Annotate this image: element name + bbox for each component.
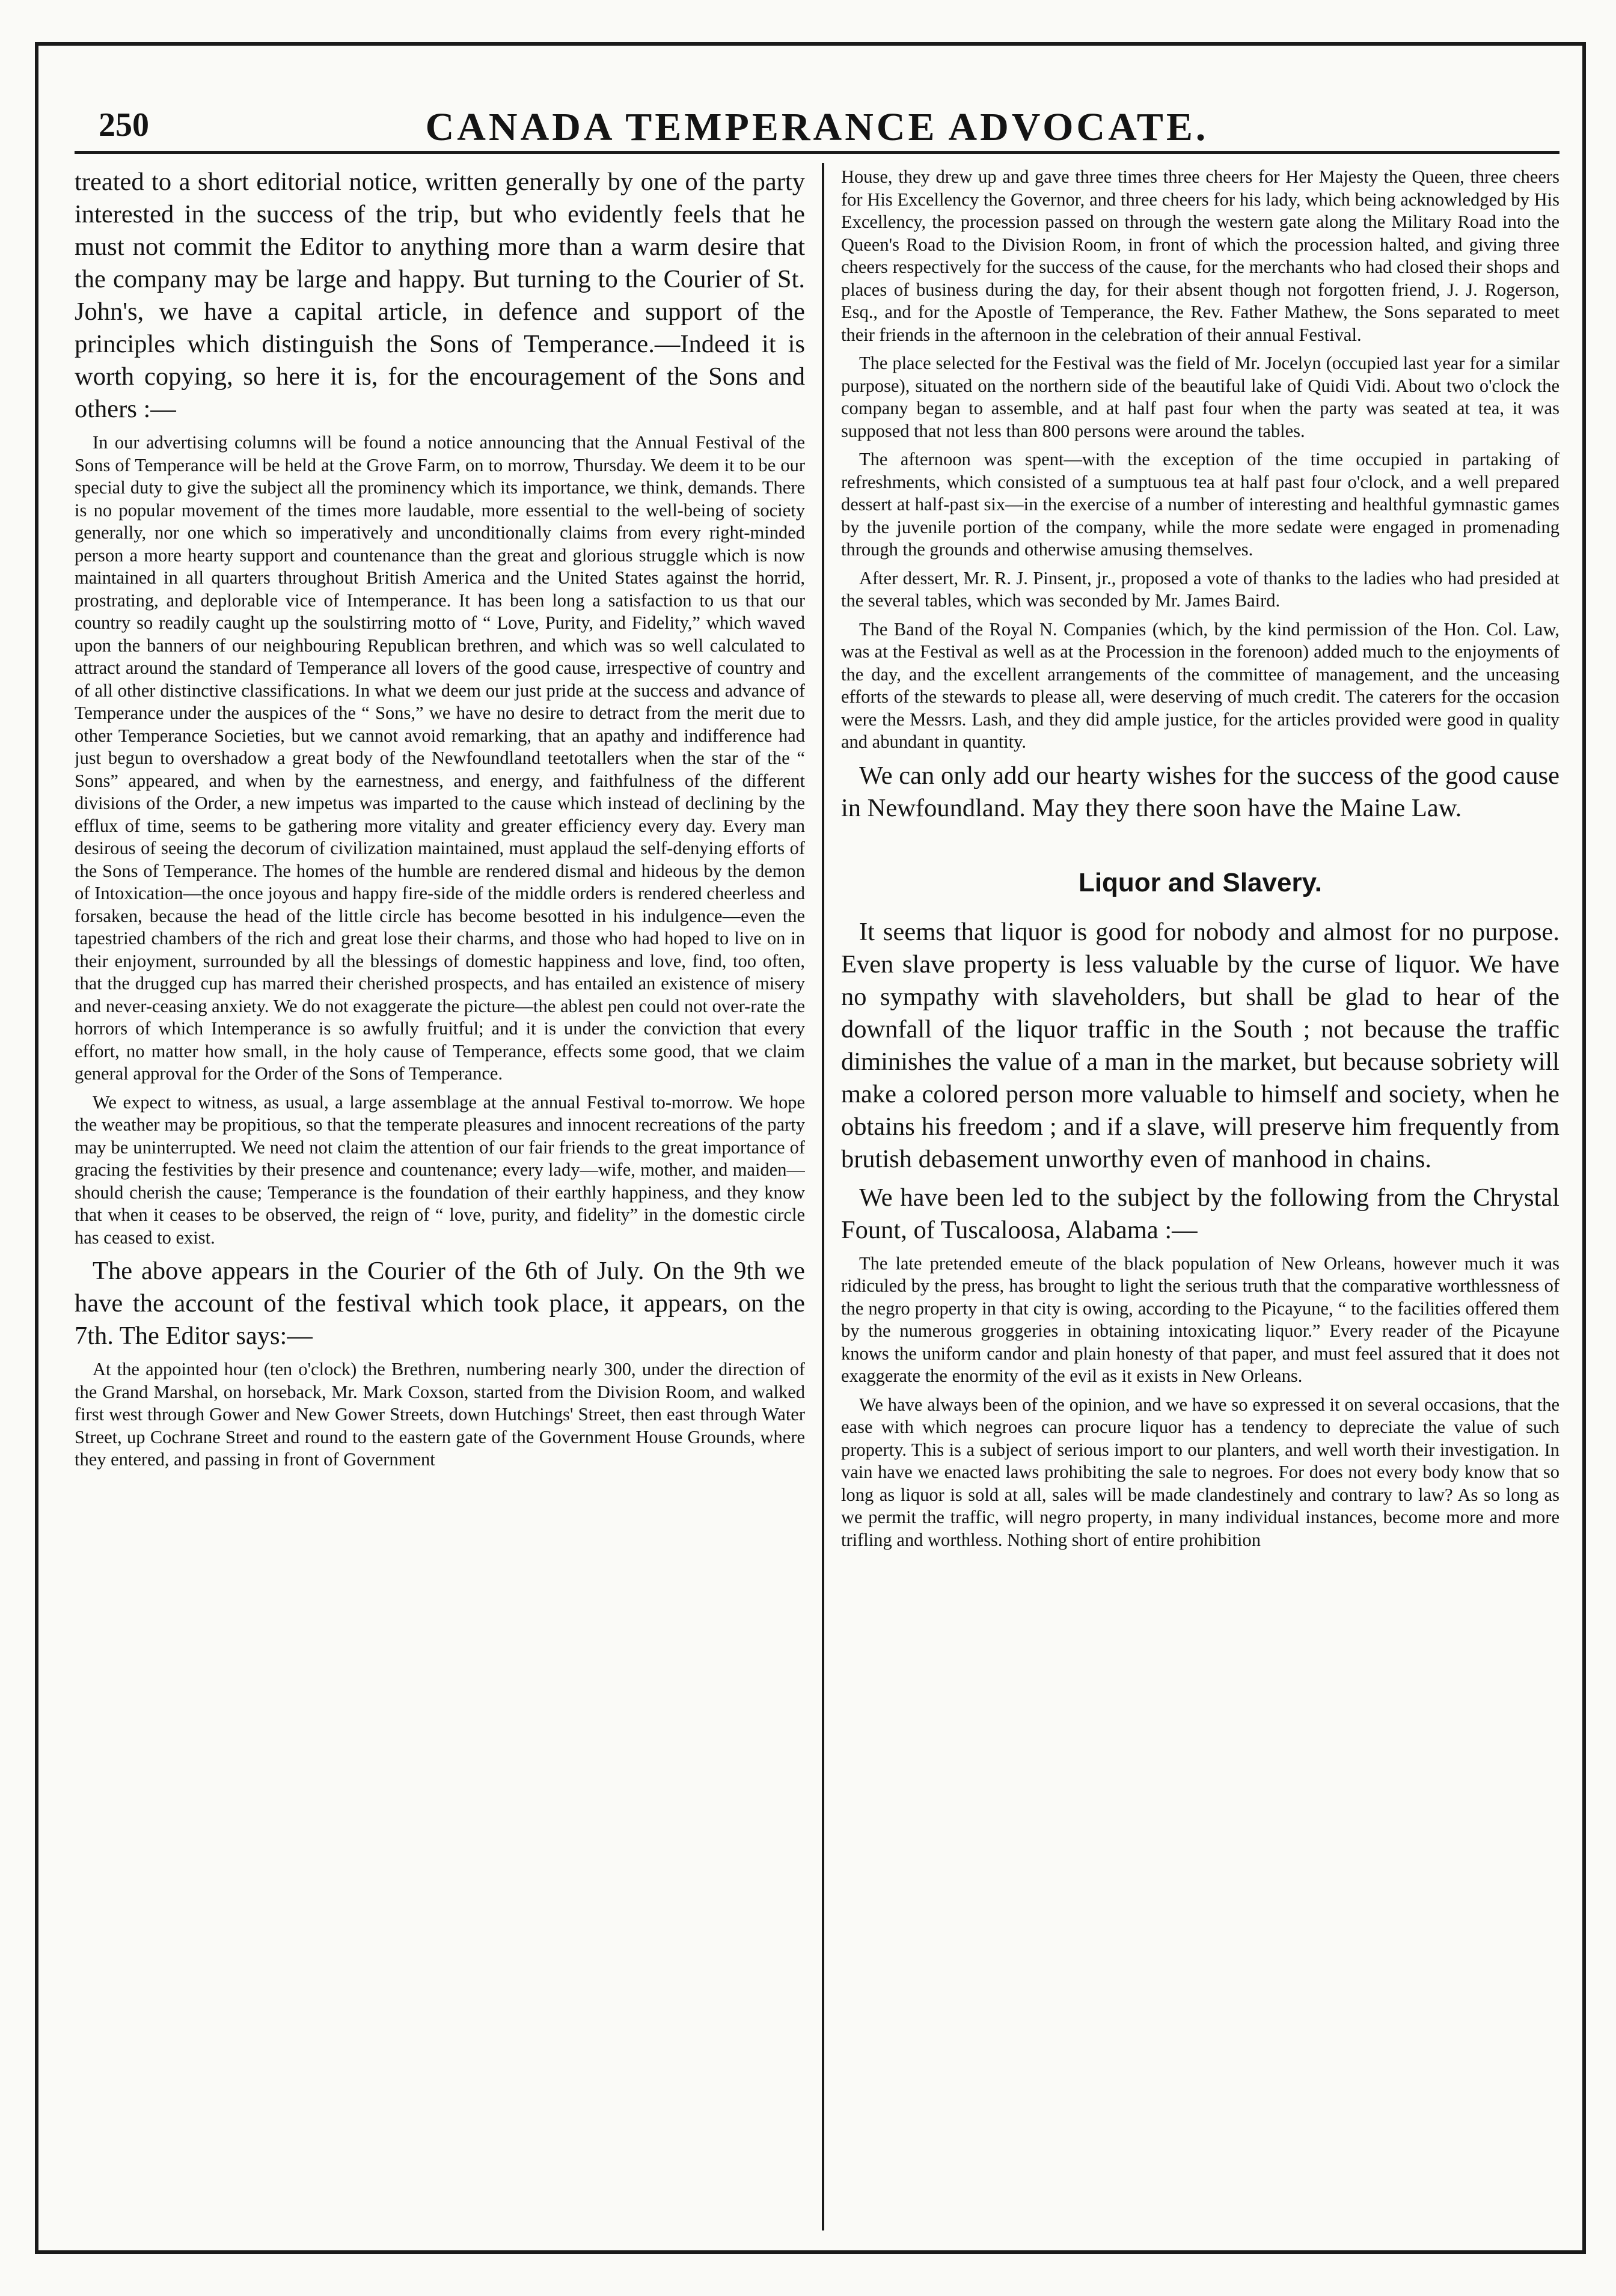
quoted-paragraph: The place selected for the Festival was the field of Mr. Jocelyn (occupied last year for a similar purpose), situated on the northern side of the beautiful lake of Quidi Vidi. About two o'clock the company began to assemble, and at half past four when the party was seated at tea, it was supposed that not less than 800 persons were around the tables. <box>841 353 1559 441</box>
column-divider <box>822 163 824 2230</box>
quoted-paragraph: House, they drew up and gave three times three cheers for Her Majesty the Queen, three cheers for His Excellency the Governor, and three cheers for his lady, which being acknowledged by His Excellency, the procession passed on through the western gate along the Military Road into the Queen's Road to the Division Room, in front of which the procession halted, and giving three cheers respectively for the success of the cause, for the merchants who had closed their shops and places of business during the day, for their absent though not forgotten friend, J. J. Rogerson, Esq., and for the Apostle of Temperance, the Rev. Father Mathew, the Sons separated to meet their friends in the afternoon in the celebration of their annual Festival. <box>841 166 1559 345</box>
right-column <box>841 166 1559 2227</box>
quoted-paragraph: After dessert, Mr. R. J. Pinsent, jr., proposed a vote of thanks to the ladies who had presided at the several tables, which was seconded by Mr. James Baird. <box>841 567 1559 611</box>
quoted-paragraph: We have always been of the opinion, and we have so expressed it on several occasions, that the ease with which negroes can procure liquor has a tendency to depreciate the value of such property. This is a subject of serious import to our planters, and well worth their investigation. In vain have we enacted laws prohibiting the sale to negroes. For does not every body know that so long as liquor is sold at all, sales will be made clandestinely and contrary to law? As so long as we permit the traffic, will negro property, in many individual instances, become more and more trifling and worthless. Nothing short of entire prohibition <box>841 1394 1559 1550</box>
page-frame <box>35 42 1586 2254</box>
article-heading: Liquor and Slavery. <box>1078 867 1323 897</box>
quoted-paragraph: We expect to witness, as usual, a large assemblage at the annual Festival to-morrow. We hope the weather may be propitious, so that the temperate pleasures and innocent recreations of the party may be uninterrupted. We need not claim the attention of our fair friends to the great importance of gracing the festivities by their presence and countenance; every lady—wife, mother, and maiden—should cherish the cause; Temperance is the foundation of their earthly happiness, and they know that when it ceases to be observed, the reign of “ love, purity, and fidelity” in the domestic circle has ceased to exist. <box>75 1092 805 1248</box>
quoted-paragraph: The Band of the Royal N. Companies (which, by the kind permission of the Hon. Col. Law, was at the Festival as well as at the Procession in the forenoon) added much to the enjoyments of the day, and the excellent arrangements of the committee of management, and the unceasing efforts of the stewards to please all, were deserving of much credit. The caterers for the occasion were the Messrs. Lash, and they did ample justice, for the articles provided were good in quality and abundant in quantity. <box>841 618 1559 752</box>
left-column <box>75 166 805 2227</box>
paragraph: We can only add our hearty wishes for the success of the good cause in Newfoundland. May they there soon have the Maine Law. <box>841 761 1559 822</box>
quoted-paragraph: At the appointed hour (ten o'clock) the Brethren, numbering nearly 300, under the direction of the Grand Marshal, on horseback, Mr. Mark Coxson, started from the Division Room, and walked first west through Gower and New Gower Streets, down Hutchings' Street, then east through Water Street, up Cochrane Street and round to the eastern gate of the Government House Grounds, where they entered, and passing in front of Government <box>75 1359 805 1470</box>
paragraph: The above appears in the Courier of the 6th of July. On the 9th we have the account of the festival which took place, it appears, on the 7th. The Editor says:— <box>75 1257 805 1350</box>
quoted-paragraph: In our advertising columns will be found a notice announcing that the Annual Festival of the Sons of Temperance will be held at the Grove Farm, on to morrow, Thursday. We deem it to be our special duty to give the subject all the prominency which its importance, we think, demands. There is no popular movement of the times more laudable, more essential to the well-being of society generally, nor one which so imperatively and unconditionally claims from every right-minded person a more hearty support and countenance than the great and glorious struggle which is now maintained in all quarters throughout British America and the United States against the horrid, prostrating, and deplorable vice of Intemperance. It has been long a satisfaction to us that our country so readily caught up the soulstirring motto of “ Love, Purity, and Fidelity,” which waved upon the banners of our neighbouring Republican brethren, and which was so well calculated to attract around the standard of Temperance all lovers of the good cause, irrespective of country and of all other distinctive classifications. In what we deem our just pride at the success and advance of Temperance under the auspices of the “ Sons,” we have no desire to detract from the merit due to other Temperance Societies, but we cannot avoid remarking, that an apathy and indifference had just begun to overshadow a great body of the Newfoundland teetotallers when the star of the “ Sons” appeared, and when by the earnestness, and energy, and faithfulness of the different divisions of the Order, a new impetus was imparted to the cause which instead of declining by the efflux of time, seems to be gathering more vitality and greater efficiency every day. Every man desirous of seeing the decorum of civilization maintained, must applaud the self-denying efforts of the Sons of Temperance. The homes of the humble are rendered dismal and hideous by the demon of Intoxication—the once joyous and happy fire-side of the middle orders is rendered cheerless and forsaken, because the head of the little circle has become besotted in his indulgence—even the tapestried chambers of the rich and great lose their charms, and those who had hoped to live on in their enjoyment, surrounded by all the blessings of domestic happiness and love, find, too often, that the drugged cup has marred their cherished prospects, and has entailed an existence of misery and never-ceasing anxiety. We do not exaggerate the picture—the ablest pen could not over-rate the horrors of which Intemperance is so awfully fruitful; and it is under the conviction that every effort, no matter how small, in the holy cause of Temperance, effects some good, that we claim general approval for the Order of the Sons of Temperance. <box>75 432 805 1084</box>
quoted-paragraph: The late pretended emeute of the black population of New Orleans, however much it was ridiculed by the press, has brought to light the serious truth that the comparative worthlessness of the negro property in that city is owing, according to the Picayune, “ to the facilities offered them by the numerous groggeries in obtaining intoxicating liquor.” Every reader of the Picayune knows the uniform candor and plain honesty of that paper, and must feel assured that it does not exaggerate the enormity of the evil as it exists in New Orleans. <box>841 1253 1559 1386</box>
journal-title: CANADA TEMPERANCE ADVOCATE. <box>425 105 1209 149</box>
page-number: 250 <box>99 106 149 144</box>
paragraph: It seems that liquor is good for nobody and almost for no purpose. Even slave property is less valuable by the curse of liquor. We have no sympathy with slaveholders, but shall be glad to hear of the downfall of the liquor traffic in the South ; not because the traffic diminishes the value of a man in the market, but because sobriety will make a colored person more valuable to himself and society, when he obtains his freedom ; and if a slave, will preserve him frequently from brutish debasement unworthy even of manhood in chains. <box>841 917 1559 1173</box>
page-header <box>75 82 1559 154</box>
paragraph: We have been led to the subject by the following from the Chrystal Fount, of Tuscaloosa, Alabama :— <box>841 1183 1559 1244</box>
quoted-paragraph: The afternoon was spent—with the exception of the time occupied in partaking of refreshments, which consisted of a sumptuous tea at half past four o'clock, and a well prepared dessert at half-past six—in the exercise of a number of interesting and healthful gymnastic games by the juvenile portion of the company, while the more sedate were engaged in promenading through the grounds and otherwise amusing themselves. <box>841 449 1559 560</box>
paragraph: treated to a short editorial notice, written generally by one of the party interested in the success of the trip, but who evidently feels that he must not commit the Editor to anything more than a warm desire that the company may be large and happy. But turning to the Courier of St. John's, we have a capital article, in defence and support of the principles which distinguish the Sons of Temperance.—Indeed it is worth copying, so here it is, for the encouragement of the Sons and others :— <box>75 168 805 423</box>
